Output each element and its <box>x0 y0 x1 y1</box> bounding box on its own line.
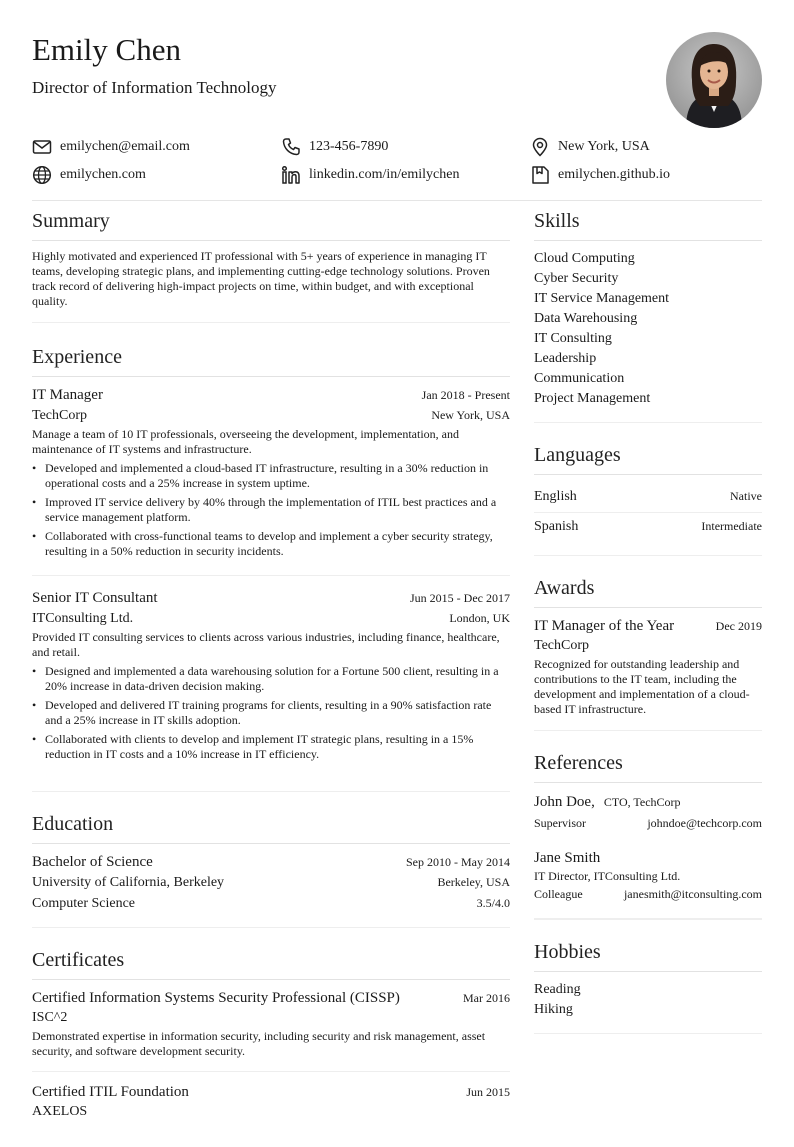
skill-item: Leadership <box>534 351 597 366</box>
reference-name: John Doe, <box>534 794 595 810</box>
skill-item: Cloud Computing <box>534 251 635 266</box>
education-section <box>32 792 510 928</box>
language-name: Spanish <box>534 519 579 534</box>
certificate-description: Demonstrated expertise in information security, including security and risk management, asset security, and software development security. <box>32 1029 486 1058</box>
hobbies-section <box>534 919 762 1034</box>
reference-relation: Supervisor <box>534 816 586 830</box>
experience-section <box>32 323 510 792</box>
contact-linkedin[interactable] <box>281 165 530 185</box>
section-heading: Hobbies <box>534 932 762 972</box>
left-column <box>32 201 510 1147</box>
school-name: University of California, Berkeley <box>32 875 225 890</box>
phone-text: 123-456-7890 <box>309 139 389 154</box>
reference-email[interactable]: janesmith@itconsulting.com <box>623 887 762 901</box>
certificate-issuer: AXELOS <box>32 1104 88 1119</box>
job-title: Director of Information Technology <box>32 78 277 97</box>
phone-icon <box>281 137 301 157</box>
job-location: New York, USA <box>431 408 510 422</box>
degree-name: Bachelor of Science <box>32 854 153 870</box>
linkedin-text: linkedin.com/in/emilychen <box>309 167 460 182</box>
school-location: Berkeley, USA <box>437 875 510 889</box>
hobby-item: Hiking <box>534 1002 573 1017</box>
section-heading: Experience <box>32 337 510 377</box>
skill-item: Data Warehousing <box>534 311 638 326</box>
certificate-name: Certified Information Systems Security Professional (CISSP) <box>32 990 400 1006</box>
skill-item: Project Management <box>534 391 651 406</box>
reference-email[interactable]: johndoe@techcorp.com <box>647 816 762 830</box>
company-name: TechCorp <box>32 408 88 423</box>
mail-icon <box>32 137 52 157</box>
award-title: IT Manager of the Year <box>534 618 675 634</box>
achievement-item: • Developed and implemented a cloud-based IT infrastructure, resulting in a 30% reduction in operational costs and a 25% increase in system uptime. <box>32 461 510 491</box>
certificates-section <box>32 928 510 1147</box>
experience-entry <box>32 385 510 575</box>
gpa: 3.5/4.0 <box>476 896 510 910</box>
contact-email[interactable] <box>32 137 281 157</box>
section-heading: Summary <box>32 201 510 241</box>
contact-location <box>530 137 762 157</box>
skill-item: Cyber Security <box>534 271 619 286</box>
reference-entry <box>534 791 762 833</box>
certificate-date: Jun 2015 <box>466 1085 510 1099</box>
location-pin-icon <box>530 137 550 157</box>
skill-item: IT Service Management <box>534 291 670 306</box>
company-name: ITConsulting Ltd. <box>32 611 134 626</box>
language-item <box>534 512 762 542</box>
section-heading: Languages <box>534 435 762 475</box>
certificate-entry <box>32 1071 510 1134</box>
achievement-list <box>32 664 510 762</box>
language-item <box>534 483 762 512</box>
section-heading: Awards <box>534 568 762 608</box>
certificate-date: Mar 2016 <box>463 991 510 1005</box>
job-dates: Jun 2015 - Dec 2017 <box>410 591 510 605</box>
section-heading: Education <box>32 804 510 844</box>
skill-item: IT Consulting <box>534 331 612 346</box>
achievement-item: • Collaborated with clients to develop and implement IT strategic plans, resulting in a 15% reduction in IT costs and a 10% increase in IT efficiency. <box>32 732 510 762</box>
certificate-name: Certified ITIL Foundation <box>32 1084 189 1100</box>
achievement-item: • Designed and implemented a data warehousing solution for a Fortune 500 client, resulting in a 20% increase in data-driven decision making. <box>32 664 510 694</box>
right-column <box>534 201 762 1034</box>
certificate-entry <box>32 988 510 1071</box>
job-location: London, UK <box>449 611 510 625</box>
reference-position: CTO, TechCorp <box>603 795 681 809</box>
job-description: Provided IT consulting services to clients across various industries, including finance, healthcare, and retail. <box>32 630 500 659</box>
section-heading: References <box>534 743 762 783</box>
reference-relation: Colleague <box>534 887 583 901</box>
summary-section <box>32 201 510 323</box>
github-text: emilychen.github.io <box>558 167 670 182</box>
person-name: Emily Chen <box>32 32 181 67</box>
job-role: Senior IT Consultant <box>32 590 158 606</box>
achievement-item: • Developed and delivered IT training programs for clients, resulting in a 90% satisfaction rate and a 25% increase in IT skills adoption. <box>32 698 510 728</box>
job-dates: Jan 2018 - Present <box>421 388 510 402</box>
website-text: emilychen.com <box>60 167 146 182</box>
linkedin-icon <box>281 165 301 185</box>
globe-icon <box>32 165 52 185</box>
hobby-item: Reading <box>534 982 581 997</box>
location-text: New York, USA <box>558 139 650 154</box>
contact-info <box>32 133 762 189</box>
skills-section <box>534 201 762 423</box>
reference-name: Jane Smith <box>534 850 601 866</box>
language-level: Native <box>730 489 762 503</box>
section-heading: Certificates <box>32 940 510 980</box>
languages-section <box>534 423 762 556</box>
profile-photo <box>666 32 762 128</box>
language-level: Intermediate <box>701 519 762 533</box>
references-section <box>534 731 762 919</box>
contact-github[interactable] <box>530 165 762 185</box>
award-description: Recognized for outstanding leadership and contributions to the IT team, including the development and implementation of a cloud-based IT infrastructure. <box>534 657 750 716</box>
award-org: TechCorp <box>534 638 590 653</box>
education-dates: Sep 2010 - May 2014 <box>406 855 510 869</box>
summary-text: Highly motivated and experienced IT professional with 5+ years of experience in managing IT teams, developing strategic plans, and implementing cutting-edge technology solutions. Proven track record of delivering high-impact projects on time, within budget, and with exceptional quality. <box>32 249 490 308</box>
reference-position: IT Director, ITConsulting Ltd. <box>534 869 681 883</box>
section-heading: Skills <box>534 201 762 241</box>
language-name: English <box>534 489 577 504</box>
contact-website[interactable] <box>32 165 281 185</box>
job-role: IT Manager <box>32 387 103 403</box>
email-text: emilychen@email.com <box>60 139 190 154</box>
certificate-issuer: ISC^2 <box>32 1010 68 1025</box>
award-date: Dec 2019 <box>715 619 762 633</box>
github-icon <box>530 165 550 185</box>
field-of-study: Computer Science <box>32 896 136 911</box>
experience-entry <box>32 575 510 778</box>
avatar <box>666 32 762 128</box>
achievement-item: • Collaborated with cross-functional teams to develop and implement a cyber security strategy, resulting in a 50% reduction in security incidents. <box>32 529 510 559</box>
skill-item: Communication <box>534 371 625 386</box>
reference-entry <box>534 847 762 904</box>
job-description: Manage a team of 10 IT professionals, overseeing the development, implementation, and maintenance of IT systems and infrastructure. <box>32 427 459 456</box>
contact-phone[interactable] <box>281 137 530 157</box>
achievement-item: • Improved IT service delivery by 40% through the implementation of ITIL best practices and a service management platform. <box>32 495 510 525</box>
awards-section <box>534 556 762 731</box>
achievement-list <box>32 461 510 559</box>
